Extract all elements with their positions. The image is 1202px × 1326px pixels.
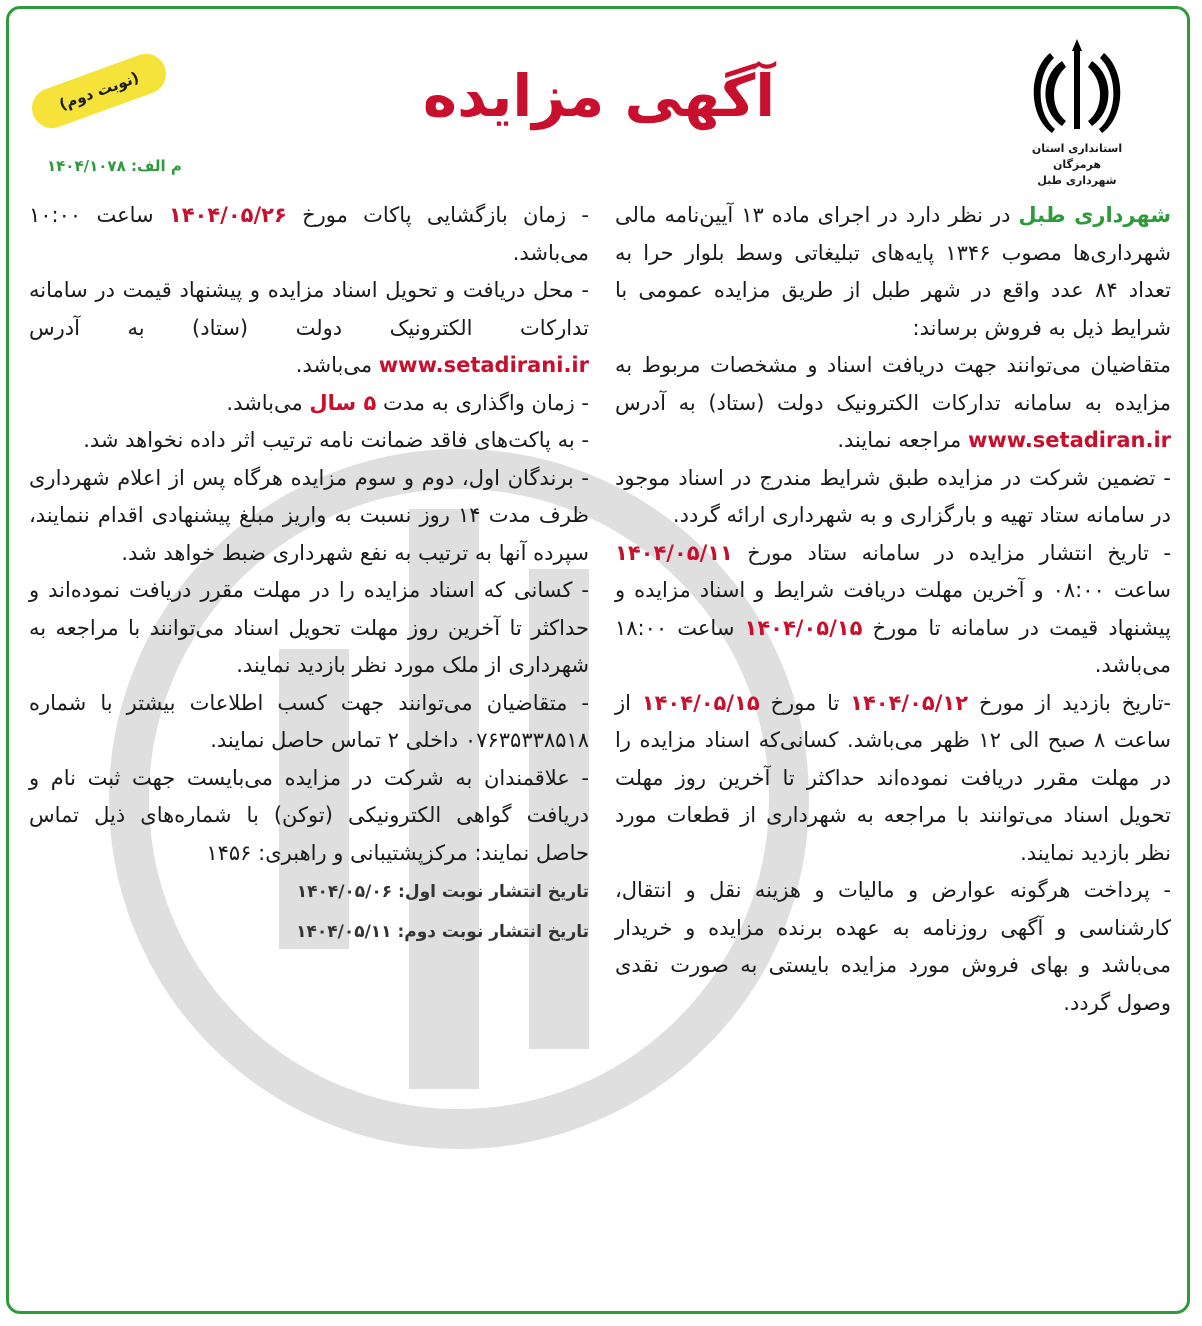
duration-value: ۵ سال	[309, 390, 377, 415]
submission-text: - محل دریافت و تحویل اسناد مزایده و پیشنهاد قیمت در سامانه تدارکات الکترونیک دولت (ستاد) به آدرس	[29, 278, 589, 340]
visit-text-c: از ساعت ۸ صبح الی ۱۲ ظهر می‌باشد. کسانی‌که اسناد مزایده را در مهلت مقرر دریافت نموده‌اند حداکثر تا آخرین روز مهلت تحویل اسناد می‌توانند با مراجعه به شهرداری از قطعات مورد نظر بازدید نمایند.	[615, 690, 1171, 865]
publish-second-round: تاریخ انتشار نوبت دوم: ۱۴۰۴/۰۵/۱۱	[296, 922, 589, 942]
publish-text-c: ساعت ۱۸:۰۰ می‌باشد.	[615, 615, 1171, 677]
paragraph-no-guarantee: - به پاکت‌های فاقد ضمانت نامه ترتیب اثر داده نخواهد شد.	[83, 428, 589, 452]
paragraph-visit	[615, 685, 1171, 873]
documents-tail: مراجعه نمایند.	[837, 428, 968, 452]
right-column	[615, 197, 1171, 1022]
org-name-municipality: شهرداری طبل	[1037, 174, 1117, 187]
reference-value: ۱۴۰۴/۱۰۷۸	[47, 157, 126, 175]
opening-text-b: ساعت ۱۰:۰۰ می‌باشد.	[29, 203, 589, 265]
visit-start-date: ۱۴۰۴/۰۵/۱۲	[850, 690, 969, 715]
publish-first-round: تاریخ انتشار نوبت اول: ۱۴۰۴/۰۵/۰۶	[296, 882, 589, 902]
org-name-province: استانداری استان هرمزگان	[1031, 142, 1123, 171]
publish-text-b: ساعت ۰۸:۰۰ و آخرین مهلت دریافت شرایط و اسناد مزایده و پیشنهاد قیمت در سامانه تا مورخ	[615, 578, 1171, 640]
duration-text-a: - زمان واگذاری به مدت	[376, 390, 589, 415]
round-badge: (نوبت دوم)	[26, 48, 171, 133]
setad-url-link[interactable]: www.setadiran.ir	[967, 428, 1171, 452]
duration-text-b: می‌باشد.	[226, 390, 310, 415]
left-column	[29, 197, 589, 952]
emblem-block	[1007, 31, 1147, 189]
paragraph-winners: - برندگان اول، دوم و سوم مزایده هرگاه پس از اعلام شهرداری ظرف مدت ۱۴ روز نسبت به واریز مبلغ پیشنهادی اقدام ننمایند، سپرده آنها به ترتیب به نفع شهرداری ضبط خواهد شد.	[29, 465, 589, 565]
header	[9, 9, 1187, 199]
deadline-date: ۱۴۰۴/۰۵/۱۵	[744, 615, 863, 640]
paragraph-inspection: - کسانی که اسناد مزایده را در مهلت مقرر دریافت نموده‌اند و حداکثر تا آخرین روز مهلت تحویل اسناد می‌توانند با مراجعه به شهرداری از ملک مورد نظر بازدید نمایند.	[29, 578, 589, 677]
reference-label: م الف:	[130, 157, 182, 175]
org-highlight: شهرداری طبل	[1018, 203, 1171, 227]
submission-tail: می‌باشد.	[295, 353, 379, 377]
notice-frame	[6, 6, 1190, 1314]
paragraph-submission	[29, 272, 589, 385]
paragraph-intro	[615, 197, 1171, 347]
visit-text-a: -تاریخ بازدید از مورخ	[968, 690, 1172, 715]
opening-date: ۱۴۰۴/۰۵/۲۶	[168, 203, 287, 227]
paragraph-opening	[29, 197, 589, 272]
intro-text: در نظر دارد در اجرای ماده ۱۳ آیین‌نامه مالی شهرداری‌ها مصوب ۱۳۴۶ پایه‌های تبلیغاتی وسط بلوار حرا به تعداد ۸۴ عدد واقع در شهر طبل از طریق مزایده عمومی با شرایط ذیل به فروش برساند:	[615, 203, 1171, 340]
iran-emblem-icon	[1022, 31, 1132, 141]
page-title: آگهی مزایده	[422, 62, 776, 130]
paragraph-publish-dates	[615, 535, 1171, 685]
paragraph-registration: - علاقمندان به شرکت در مزایده می‌بایست جهت ثبت نام و دریافت گواهی الکترونیکی (توکن) با شماره‌های ذیل تماس حاصل نمایند: مرکزپشتیبانی و راهبری: ۱۴۵۶	[29, 765, 589, 865]
visit-end-date: ۱۴۰۴/۰۵/۱۵	[641, 690, 760, 715]
paragraph-guarantee: - تضمین شرکت در مزایده طبق شرایط مندرج در اسناد موجود در سامانه ستاد تهیه و بارگزاری و به شهرداری ارائه گردد.	[615, 465, 1171, 527]
paragraph-contact: - متقاضیان می‌توانند جهت کسب اطلاعات بیشتر با شماره ۰۷۶۳۵۳۳۸۵۱۸ داخلی ۲ تماس حاصل نمایند.	[29, 690, 589, 752]
visit-text-b: تا مورخ	[759, 690, 851, 715]
paragraph-payment: - پرداخت هرگونه عوارض و مالیات و هزینه نقل و انتقال، کارشناسی و آگهی روزنامه به عهده برنده مزایده و خریدار می‌باشد و بهای فروش مورد مزایده بایستی به صورت نقدی وصول گردد.	[615, 878, 1171, 1015]
publish-text-a: - تاریخ انتشار مزایده در سامانه ستاد مورخ	[732, 540, 1171, 565]
opening-text-a: - زمان بازگشایی پاکات مورخ	[286, 203, 590, 227]
publish-date: ۱۴۰۴/۰۵/۱۱	[615, 540, 733, 565]
setadirani-url-link[interactable]: www.setadirani.ir	[378, 353, 589, 377]
reference-number	[47, 157, 182, 175]
paragraph-documents	[615, 347, 1171, 460]
paragraph-duration	[29, 385, 589, 423]
documents-text: متقاضیان می‌توانند جهت دریافت اسناد و مشخصات مربوط به مزایده به سامانه تدارکات الکترونیک دولت (ستاد) به آدرس	[615, 353, 1171, 415]
